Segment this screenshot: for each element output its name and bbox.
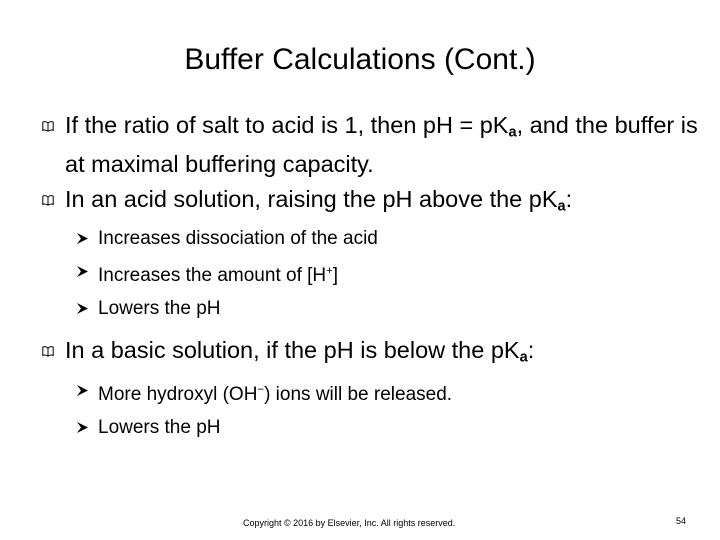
sub-bullet [40,411,700,444]
sub-bullet-text: Increases the amount of [H [98,265,327,287]
sub-bullet-text: Lowers the pH [98,298,221,320]
subscript: a [508,124,517,141]
sub-bullet-text: ] [332,265,339,287]
superscript: − [257,383,265,396]
arrowhead-bullet-icon [76,384,89,397]
sub-bullet-text: ) ions will be released. [264,383,453,405]
page-number: 54 [676,516,687,526]
sub-bullet-text: More hydroxyl (OH [98,383,258,405]
arrowhead-bullet-icon [76,265,89,278]
sub-bullet [40,374,700,411]
bullet-3 [40,335,700,374]
sub-bullet-text: Increases dissociation of the acid [98,228,378,250]
arrowhead-bullet-icon [76,302,89,315]
sub-bullet [40,222,700,255]
slide-body [40,110,700,444]
bullet-text: In a basic solution, if the pH is below the pK [65,337,520,364]
bullet-text: If the ratio of salt to acid is 1, then pH = pK [65,112,509,138]
open-book-icon [42,120,54,132]
arrowhead-bullet-icon [76,232,89,245]
copyright-footer: Copyright © 2016 by Elsevier, Inc. All rights reserved. [243,518,456,528]
slide-title: Buffer Calculations (Cont.) [184,43,536,76]
open-book-icon [42,194,54,206]
bullet-1 [40,110,700,180]
subscript: a [519,349,528,366]
sub-bullet [40,292,700,325]
bullet-text: , and the buffer is at maximal buffering capacity. [65,112,698,177]
bullet-text: In an acid solution, raising the pH above the pK [65,185,558,212]
bullet-text: : [527,337,535,364]
arrowhead-bullet-icon [76,421,89,434]
bullet-2 [40,184,700,223]
subscript: a [557,198,566,215]
bullet-text: : [565,185,573,212]
sub-bullet-text: Lowers the pH [98,416,221,438]
sub-bullet [40,255,700,292]
superscript: + [326,265,333,278]
open-book-icon [42,345,54,357]
